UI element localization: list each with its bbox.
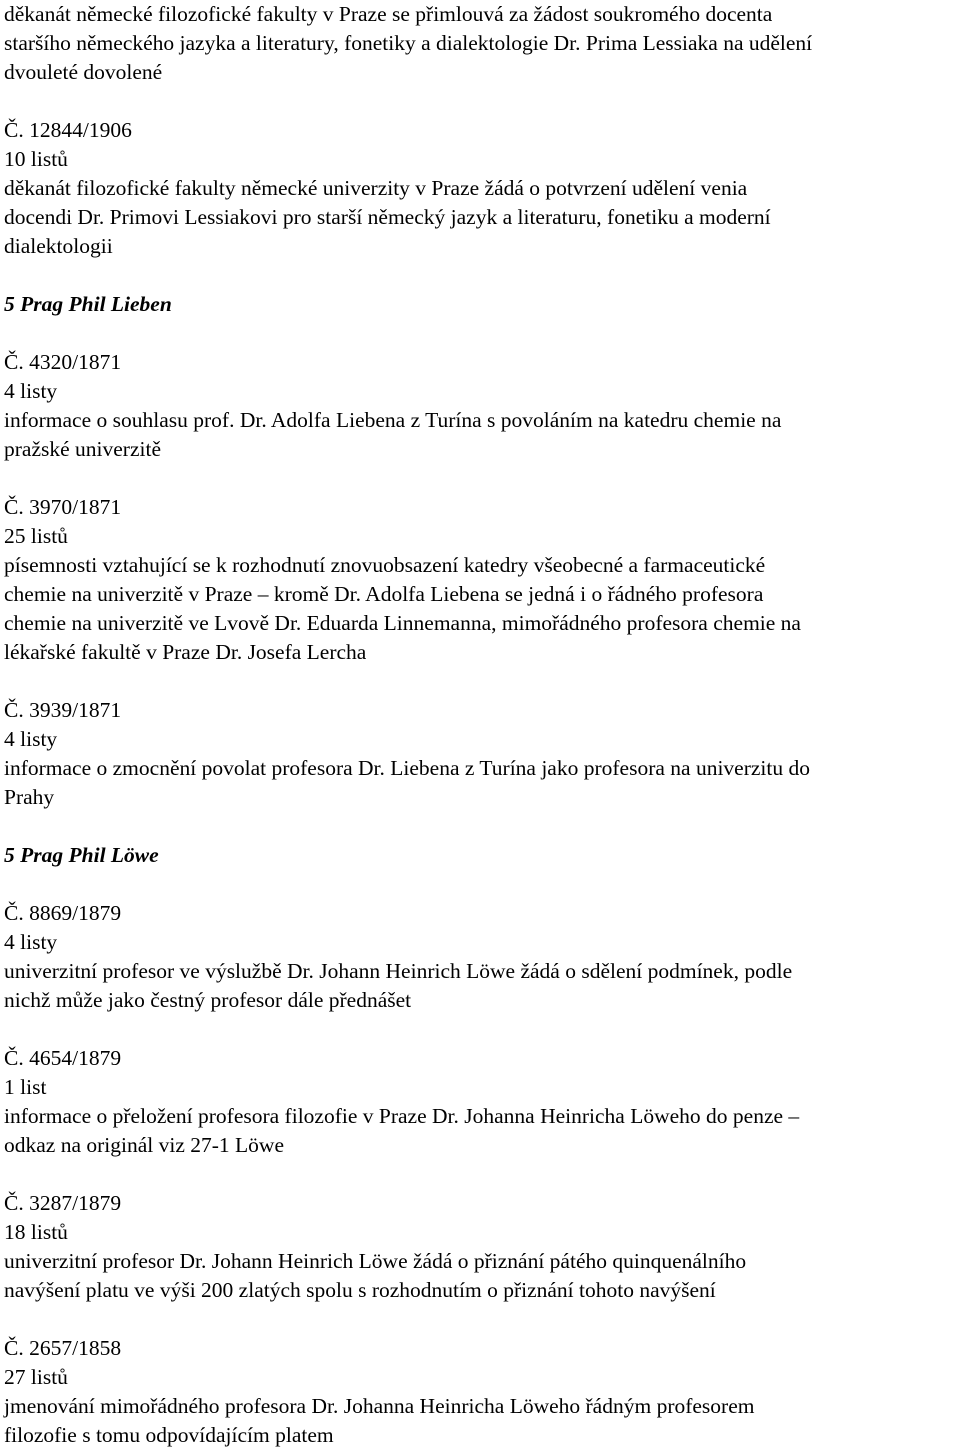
record-description-line: děkanát filozofické fakulty německé univerzity v Praze žádá o potvrzení udělení venia bbox=[4, 176, 748, 200]
sheet-count: 4 listy bbox=[4, 379, 58, 403]
record-description-line: lékařské fakultě v Praze Dr. Josefa Lercha bbox=[4, 640, 367, 664]
record-description-line: univerzitní profesor ve výslužbě Dr. Johann Heinrich Löwe žádá o sdělení podmínek, podle bbox=[4, 959, 793, 983]
section-heading: 5 Prag Phil Lieben bbox=[4, 292, 172, 316]
record-number: Č. 3287/1879 bbox=[4, 1191, 122, 1215]
record-entry bbox=[4, 116, 956, 261]
record-description-line: pražské univerzitě bbox=[4, 437, 161, 461]
record-description-line: jmenování mimořádného profesora Dr. Johanna Heinricha Löweho řádným profesorem bbox=[4, 1394, 755, 1418]
record-description-line: informace o zmocnění povolat profesora Dr. Liebena z Turína jako profesora na univerzitu do bbox=[4, 756, 810, 780]
record-description-line: univerzitní profesor Dr. Johann Heinrich Löwe žádá o přiznání pátého quinquenálního bbox=[4, 1249, 747, 1273]
record-description-line: informace o souhlasu prof. Dr. Adolfa Liebena z Turína s povoláním na katedru chemie na bbox=[4, 408, 782, 432]
record-number: Č. 3970/1871 bbox=[4, 495, 122, 519]
record-entry bbox=[4, 1189, 956, 1305]
record-entry bbox=[4, 493, 956, 667]
sheet-count: 4 listy bbox=[4, 727, 58, 751]
intro-line: dvouleté dovolené bbox=[4, 60, 163, 84]
record-number: Č. 4654/1879 bbox=[4, 1046, 122, 1070]
record-description-line: navýšení platu ve výši 200 zlatých spolu s rozhodnutím o přiznání tohoto navýšení bbox=[4, 1278, 716, 1302]
record-entry bbox=[4, 1044, 956, 1160]
record-description-line: filozofie s tomu odpovídajícím platem bbox=[4, 1423, 334, 1447]
record-description-line: odkaz na originál viz 27-1 Löwe bbox=[4, 1133, 285, 1157]
record-description-line: písemnosti vztahující se k rozhodnutí znovuobsazení katedry všeobecné a farmaceutické bbox=[4, 553, 766, 577]
record-entry bbox=[4, 899, 956, 1015]
record-number: Č. 2657/1858 bbox=[4, 1336, 122, 1360]
sheet-count: 10 listů bbox=[4, 147, 68, 171]
sheet-count: 18 listů bbox=[4, 1220, 68, 1244]
record-number: Č. 12844/1906 bbox=[4, 118, 132, 142]
record-number: Č. 8869/1879 bbox=[4, 901, 122, 925]
record-description-line: docendi Dr. Primovi Lessiakovi pro starší německý jazyk a literaturu, fonetiku a moderní bbox=[4, 205, 771, 229]
record-description-line: dialektologii bbox=[4, 234, 113, 258]
record-number: Č. 3939/1871 bbox=[4, 698, 122, 722]
section-heading: 5 Prag Phil Löwe bbox=[4, 843, 159, 867]
record-entry bbox=[4, 696, 956, 812]
record-description-line: chemie na univerzitě v Praze – kromě Dr. Adolfa Liebena se jedná i o řádného profesora bbox=[4, 582, 764, 606]
sheet-count: 1 list bbox=[4, 1075, 47, 1099]
intro-paragraph bbox=[4, 0, 956, 87]
intro-line: děkanát německé filozofické fakulty v Praze se přimlouvá za žádost soukromého docenta bbox=[4, 2, 773, 26]
record-entry bbox=[4, 1334, 956, 1450]
sheet-count: 27 listů bbox=[4, 1365, 68, 1389]
record-entry bbox=[4, 348, 956, 464]
record-description-line: Prahy bbox=[4, 785, 55, 809]
record-number: Č. 4320/1871 bbox=[4, 350, 122, 374]
intro-line: staršího německého jazyka a literatury, fonetiky a dialektologie Dr. Prima Lessiaka na udělení bbox=[4, 31, 813, 55]
sheet-count: 25 listů bbox=[4, 524, 68, 548]
sheet-count: 4 listy bbox=[4, 930, 58, 954]
record-description-line: informace o přeložení profesora filozofie v Praze Dr. Johanna Heinricha Löweho do penze – bbox=[4, 1104, 800, 1128]
record-description-line: nichž může jako čestný profesor dále přednášet bbox=[4, 988, 412, 1012]
record-description-line: chemie na univerzitě ve Lvově Dr. Eduarda Linnemanna, mimořádného profesora chemie na bbox=[4, 611, 801, 635]
